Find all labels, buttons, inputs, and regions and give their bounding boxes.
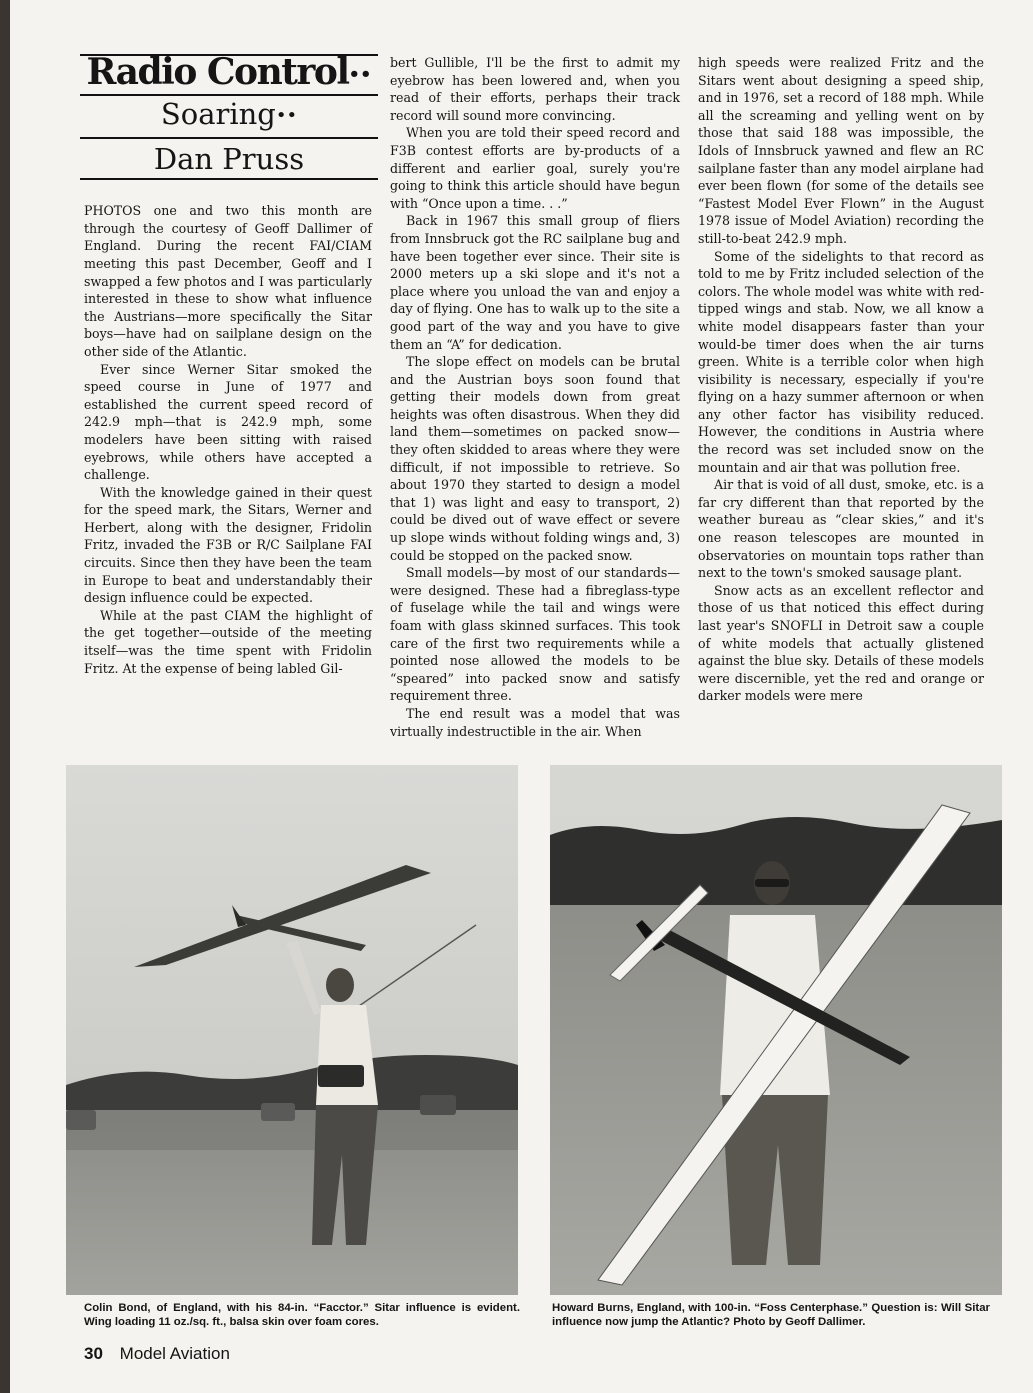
subtitle-dots: ••: [275, 105, 298, 126]
section-title: [80, 51, 378, 94]
paragraph: Small models—by most of our standards—were designed. These had a fibreglass-type of fuselage while the tail and wings were foam with glass skinned surfaces. This took care of the first two requirements while a pointed nose allowed the models to be “speared” into packed snow and satisfy requirement three.: [390, 565, 680, 704]
section-subtitle-text: Soaring: [160, 96, 276, 131]
page-footer: [84, 1344, 230, 1364]
paragraph: Snow acts as an excellent reflector and those of us that noticed this effect during last year's SNOFLI in Detroit saw a couple of white models that actually glistened against the blue sky. Details of these models were discernible, yet the red and orange or darker models were mere: [698, 582, 984, 704]
column-header: [80, 51, 378, 180]
paragraph: With the knowledge gained in their quest for the speed mark, the Sitars, Werner and Herbert, along with the designer, Fridolin Fritz, invaded the F3B or R/C Sailplane FAI circuits. Since then they have been the team in Europe to beat and understandably their design influence could be expected.: [84, 484, 372, 606]
column-1: [84, 51, 372, 677]
header-rule-bottom: [80, 178, 378, 180]
paragraph: Back in 1967 this small group of fliers from Innsbruck got the RC sailplane bug and have been together ever since. Their site is 2000 meters up a ski slope and it's not a place where you unload the van and enjoy a day of flying. One has to walk up to the site a good part of the way and you have to give them an “A” for dedication.: [390, 213, 680, 352]
paragraph: When you are told their speed record and F3B contest efforts are by-products of a different and earlier goal, surely you're going to think this article should have begun with “Once upon a time. . .”: [390, 125, 680, 211]
paragraph: PHOTOS one and two this month are through the courtesy of Geoff Dallimer of England. During the recent FAI/CIAM meeting this past December, Geoff and I swapped a few photos and I was particularly interested in these to show what influence the Austrians—more specifically the Sitar boys—have had on sailplane design on the other side of the Atlantic.: [84, 203, 372, 359]
photo-howard-burns-image: [550, 765, 1002, 1295]
paragraph: Air that is void of all dust, smoke, etc. is a far cry different than that reported by the weather bureau as “clear skies,” and it's one reason telescopes are mounted in observatories on mountain tops rather than next to the town's smoked sausage plant.: [698, 477, 984, 581]
photo-howard-burns: [550, 765, 1002, 1295]
magazine-name: Model Aviation: [119, 1344, 230, 1363]
column-2: [390, 54, 680, 740]
section-subtitle: [80, 96, 378, 137]
section-title-text: Radio Control: [86, 51, 349, 93]
paragraph: Some of the sidelights to that record as told to me by Fritz included selection of the colors. The whole model was white with red-tipped wings and stab. Now, we all know a white model disappears faster than your would-be timer does when the air turns green. White is a terrible color when high visibility is necessary, especially if you're flying on a hazy summer afternoon or when any other factor has visibility reduced. However, the conditions in Austria where the record was set included snow on the mountain and air that was pollution free.: [698, 248, 984, 475]
paragraph: high speeds were realized Fritz and the Sitars went about designing a speed ship, and in 1976, set a record of 188 mph. While all the screaming and yelling went on by those that said 188 was impossible, the Idols of Innsbruck yawned and flew an RC sailplane faster than any model airplane had ever been flown (for some of the details see “Fastest Model Ever Flown” in the August 1978 issue of Model Aviation) recording the still-to-beat 242.9 mph.: [698, 55, 984, 246]
paragraph: While at the past CIAM the highlight of the get together—outside of the meeting itself—was the time spent with Fridolin Fritz. At the expense of being labled Gil-: [84, 607, 372, 676]
title-dots: ••: [348, 64, 372, 86]
page-number: 30: [84, 1344, 103, 1363]
paragraph: The slope effect on models can be brutal and the Austrian boys soon found that getting their models down from great heights was often disastrous. When they did land them—sometimes on packed snow—they often skidded to areas where they were difficult, if not impossible to retrieve. So about 1970 they started to design a model that 1) was light and easy to transport, 2) could be dived out of wave effect or severe up slope winds without folding wings and, 3) could be stopped on the packed snow.: [390, 354, 680, 563]
page-edge: [0, 0, 10, 1393]
photo-colin-bond-image: [66, 765, 518, 1295]
column-3: [698, 54, 984, 705]
photo-caption-1: Colin Bond, of England, with his 84-in. “Facctor.” Sitar influence is evident. Wing loading 11 oz./sq. ft., balsa skin over foam cores.: [84, 1302, 520, 1328]
paragraph: The end result was a model that was virtually indestructible in the air. When: [390, 705, 680, 739]
paragraph: Ever since Werner Sitar smoked the speed course in June of 1977 and established the current speed record of 242.9 mph—that is 242.9 mph, some modelers have been sitting with raised eyebrows, while others have accepted a challenge.: [84, 361, 372, 483]
paragraph: bert Gullible, I'll be the first to admit my eyebrow has been lowered and, when you read of their efforts, perhaps their track record will sound more convincing.: [390, 55, 680, 123]
photo-caption-2: Howard Burns, England, with 100-in. “Foss Centerphase.” Question is: Will Sitar influence now jump the Atlantic? Photo by Geoff Dallimer.: [552, 1302, 990, 1328]
author-byline: Dan Pruss: [153, 141, 305, 176]
photo-colin-bond: [66, 765, 518, 1295]
